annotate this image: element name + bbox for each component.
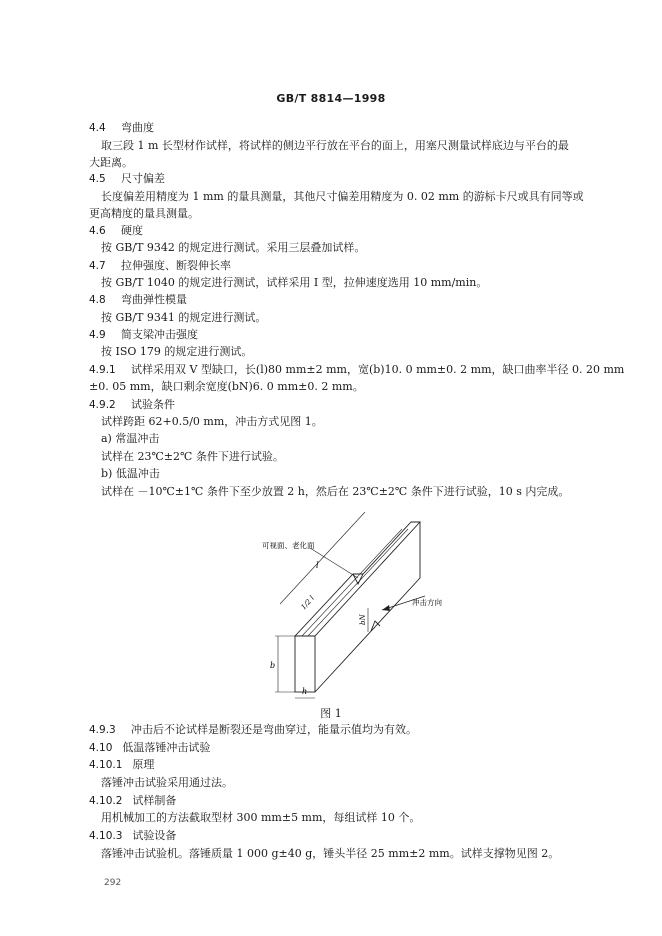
paragraph: 按 GB/T 9342 的规定进行测试。采用三层叠加试样。 (101, 241, 366, 254)
paragraph: 试样在 －10℃±1℃ 条件下至少放置 2 h，然后在 23℃±2℃ 条件下进行试验，10 s 内完成。 (101, 485, 570, 498)
figure-1-specimen-diagram (250, 508, 470, 700)
paragraph: b) 低温冲击 (101, 467, 160, 480)
dimension-h-label: h (302, 687, 308, 696)
heading-4-9-3: 4.9.3 冲击后不论试样是断裂还是弯曲穿过，能量示值均为有效。 (89, 723, 417, 736)
paragraph: 试样跨距 62+0.5/0 mm，冲击方式见图 1。 (101, 415, 323, 428)
heading-4-9: 4.9 简支梁冲击强度 (89, 328, 198, 341)
page-header: GB/T 8814—1998 (276, 92, 386, 105)
heading-4-10-1: 4.10.1 原理 (89, 758, 155, 771)
paragraph: 取三段 1 m 长型材作试样，将试样的侧边平行放在平台的面上，用塞尺测量试样底边与平台的最 (101, 139, 569, 152)
paragraph: a) 常温冲击 (101, 432, 160, 445)
heading-4-5: 4.5 尺寸偏差 (89, 172, 165, 185)
paragraph: 试样在 23℃±2℃ 条件下进行试验。 (101, 450, 284, 463)
paragraph: 按 ISO 179 的规定进行测试。 (101, 345, 253, 358)
paragraph: 落锤冲击试验采用通过法。 (101, 776, 233, 789)
dimension-half-l-label: 1/2 l (299, 594, 317, 612)
heading-4-7: 4.7 拉伸强度、断裂伸长率 (89, 259, 231, 272)
paragraph: 大距离。 (89, 156, 133, 169)
figure-caption: 图 1 (320, 707, 342, 720)
paragraph: 按 GB/T 9341 的规定进行测试。 (101, 311, 267, 324)
paragraph: 长度偏差用精度为 1 mm 的量具测量，其他尺寸偏差用精度为 0. 02 mm 的游标卡尺或具有同等或 (101, 190, 584, 203)
dimension-b-label: b (270, 661, 276, 670)
paragraph: 更高精度的量具测量。 (89, 207, 199, 220)
impact-direction-label: 冲击方向 (412, 598, 442, 607)
heading-4-8: 4.8 弯曲弹性模量 (89, 293, 187, 306)
dimension-l-label: l (316, 561, 319, 570)
paragraph: 按 GB/T 1040 的规定进行测试，试样采用 I 型，拉伸速度选用 10 mm/min。 (101, 276, 488, 289)
heading-4-4: 4.4 弯曲度 (89, 121, 154, 134)
paragraph: ±0. 05 mm，缺口剩余宽度(bN)6. 0 mm±0. 2 mm。 (89, 380, 364, 393)
heading-4-9-2: 4.9.2 试验条件 (89, 398, 175, 411)
paragraph: 落锤冲击试验机。落锤质量 1 000 g±40 g，锤头半径 25 mm±2 mm。试样支撑物见图 2。 (101, 847, 560, 860)
page-number: 292 (104, 878, 122, 888)
heading-4-10: 4.10 低温落锤冲击试验 (89, 741, 211, 754)
dimension-bn-label: bN (359, 614, 367, 625)
heading-4-10-2: 4.10.2 试样制备 (89, 794, 177, 807)
paragraph: 用机械加工的方法截取型材 300 mm±5 mm，每组试样 10 个。 (101, 811, 421, 824)
heading-4-6: 4.6 硬度 (89, 224, 143, 237)
heading-4-10-3: 4.10.3 试验设备 (89, 829, 177, 842)
heading-4-9-1: 4.9.1 试样采用双 V 型缺口，长(l)80 mm±2 mm，宽(b)10. 0 mm±0. 2 mm，缺口曲率半径 0. 20 mm (89, 363, 625, 376)
surface-label: 可视面、老化面 (262, 541, 315, 550)
